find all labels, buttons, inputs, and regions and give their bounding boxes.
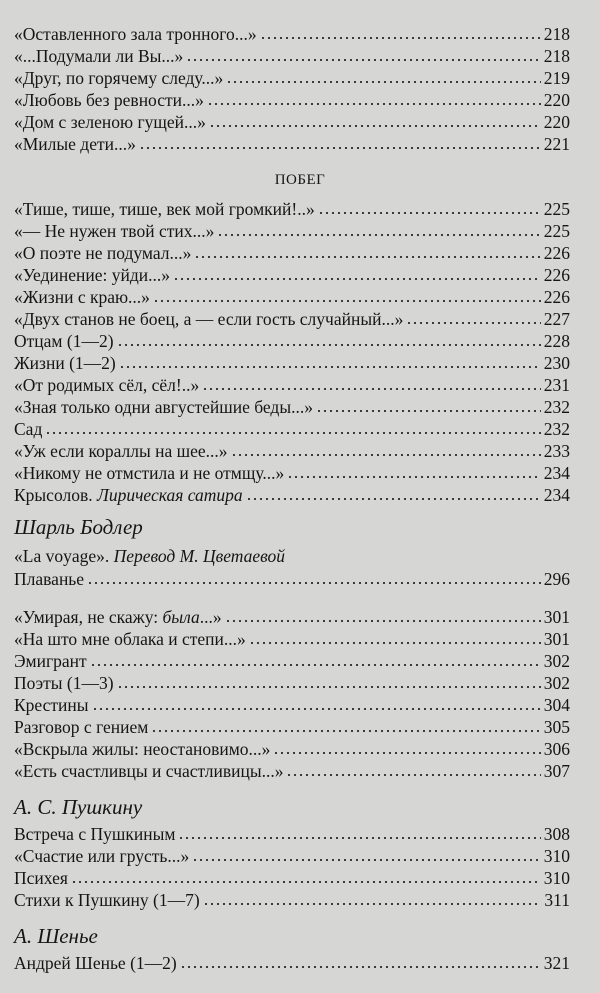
entry-title: «Жизни с краю...» — [14, 287, 150, 307]
leader-dots — [231, 453, 541, 457]
entry-title: Отцам (1—2) — [14, 331, 114, 351]
entry-title: «Тише, тише, тише, век мой громкий!..» — [14, 199, 315, 219]
leader-dots — [217, 233, 540, 237]
leader-dots — [260, 36, 541, 40]
toc-entry — [14, 867, 570, 889]
entry-page: 302 — [543, 651, 570, 671]
entry-page: 226 — [543, 265, 570, 285]
leader-dots — [153, 299, 541, 303]
entry-page: 226 — [543, 243, 570, 263]
leader-dots — [209, 124, 541, 128]
entry-title: «От родимых сёл, сёл!..» — [14, 375, 200, 395]
leader-dots — [406, 321, 540, 325]
leader-dots — [173, 277, 541, 281]
toc-entry — [14, 760, 570, 782]
entry-title: «Дом с зеленою гущей...» — [14, 112, 206, 132]
entry-page: 304 — [543, 695, 570, 715]
entry-page: 218 — [543, 46, 570, 66]
entry-title-end: ...» — [199, 607, 222, 627]
toc-entry — [14, 330, 570, 352]
entry-title: «...Подумали ли Вы...» — [14, 46, 184, 66]
toc-entry-krysolov — [14, 484, 570, 506]
toc-entry — [14, 220, 570, 242]
toc-entry — [14, 242, 570, 264]
entry-title: Жизни (1—2) — [14, 353, 116, 373]
leader-dots — [192, 858, 541, 862]
leader-dots — [287, 475, 541, 479]
entry-page: 302 — [543, 673, 570, 693]
section-heading-pushkin: А. С. Пушкину — [14, 795, 143, 819]
entry-title: «Любовь без ревности...» — [14, 90, 204, 110]
entry-page: 230 — [543, 353, 570, 373]
toc-entry — [14, 396, 570, 418]
leader-dots — [87, 581, 541, 585]
leader-dots — [178, 836, 540, 840]
entry-title: «Оставленного зала тронного...» — [14, 24, 257, 44]
entry-page: 225 — [543, 199, 570, 219]
leader-dots — [180, 965, 541, 969]
leader-dots — [286, 773, 540, 777]
section-heading-baudelaire: Шарль Бодлер — [14, 515, 143, 539]
entry-title: Разговор с гением — [14, 717, 149, 737]
toc-entry — [14, 845, 570, 867]
leader-dots — [203, 902, 542, 906]
entry-page: 221 — [543, 134, 570, 154]
toc-entry — [14, 440, 570, 462]
entry-title: «Умирая, не скажу: — [14, 607, 163, 627]
leader-dots — [151, 729, 540, 733]
leader-dots — [273, 751, 540, 755]
toc-entry — [14, 67, 570, 89]
leader-dots — [226, 80, 540, 84]
entry-page: 301 — [543, 607, 570, 627]
leader-dots — [194, 255, 540, 259]
leader-dots — [45, 431, 540, 435]
entry-title: Крестины — [14, 695, 89, 715]
leader-dots — [249, 641, 541, 645]
leader-dots — [186, 58, 540, 62]
toc-entry — [14, 111, 570, 133]
entry-title: «Зная только одни августейшие беды...» — [14, 397, 313, 417]
section-heading-chenier: А. Шенье — [14, 924, 98, 948]
entry-title: «— Не нужен твой стих...» — [14, 221, 215, 241]
entry-title: Андрей Шенье (1—2) — [14, 953, 177, 973]
toc-entry — [14, 952, 570, 974]
entry-page: 218 — [543, 24, 570, 44]
entry-subtitle: Перевод М. Цветаевой — [113, 546, 285, 566]
entry-page: 307 — [543, 761, 570, 781]
entry-page: 321 — [543, 953, 570, 973]
entry-title: «На што мне облака и степи...» — [14, 629, 246, 649]
leader-dots — [119, 365, 541, 369]
leader-dots — [139, 146, 541, 150]
leader-dots — [225, 619, 541, 623]
toc-entry — [14, 198, 570, 220]
toc-entry — [14, 23, 570, 45]
toc-entry — [14, 374, 570, 396]
entry-title: «Милые дети...» — [14, 134, 136, 154]
toc-entry — [14, 738, 570, 760]
toc-entry-voyage — [14, 545, 570, 567]
entry-page: 220 — [543, 90, 570, 110]
entry-title: Встреча с Пушкиным — [14, 824, 176, 844]
entry-title: Крысолов. — [14, 485, 93, 505]
entry-page: 234 — [543, 485, 570, 505]
entry-page: 220 — [543, 112, 570, 132]
entry-title: «Друг, по горячему следу...» — [14, 68, 224, 88]
entry-page: 311 — [544, 890, 570, 910]
entry-page: 228 — [543, 331, 570, 351]
entry-page: 310 — [543, 846, 570, 866]
entry-page: 308 — [543, 824, 570, 844]
toc-entry — [14, 694, 570, 716]
entry-title: Стихи к Пушкину (1—7) — [14, 890, 200, 910]
entry-page: 301 — [543, 629, 570, 649]
entry-title-italic: была — [162, 607, 200, 627]
entry-title: Плаванье — [14, 569, 85, 589]
toc-entry — [14, 889, 570, 911]
entry-page: 225 — [543, 221, 570, 241]
entry-title: «О поэте не подумал...» — [14, 243, 192, 263]
toc-entry — [14, 264, 570, 286]
toc-entry — [14, 418, 570, 440]
toc-entry — [14, 672, 570, 694]
entry-page: 232 — [543, 397, 570, 417]
leader-dots — [316, 409, 541, 413]
toc-entry — [14, 606, 570, 628]
entry-title: Эмигрант — [14, 651, 87, 671]
toc-entry — [14, 45, 570, 67]
leader-dots — [246, 497, 541, 501]
entry-title: «Уж если кораллы на шее...» — [14, 441, 228, 461]
leader-dots — [318, 211, 541, 215]
toc-entry — [14, 823, 570, 845]
entry-page: 219 — [543, 68, 570, 88]
toc-entry — [14, 286, 570, 308]
toc-entry — [14, 133, 570, 155]
leader-dots — [90, 663, 541, 667]
entry-subtitle: Лирическая сатира — [96, 485, 243, 505]
entry-title: «Счастие или грусть...» — [14, 846, 190, 866]
leader-dots — [71, 880, 541, 884]
entry-title: «Есть счастливцы и счастливицы...» — [14, 761, 284, 781]
entry-title: Поэты (1—3) — [14, 673, 114, 693]
toc-entry — [14, 352, 570, 374]
entry-page: 305 — [543, 717, 570, 737]
entry-page: 226 — [543, 287, 570, 307]
toc-entry — [14, 568, 570, 590]
entry-title: Сад — [14, 419, 43, 439]
entry-page: 227 — [543, 309, 570, 329]
toc-entry — [14, 716, 570, 738]
entry-page: 233 — [543, 441, 570, 461]
entry-page: 306 — [543, 739, 570, 759]
entry-page: 234 — [543, 463, 570, 483]
entry-title: Психея — [14, 868, 68, 888]
section-heading-pobeg: ПОБЕГ — [274, 172, 326, 188]
entry-title: «Двух станов не боец, а — если гость случайный...» — [14, 309, 404, 329]
entry-title: «Никому не отмстила и не отмщу...» — [14, 463, 285, 483]
toc-entry — [14, 650, 570, 672]
toc-entry — [14, 89, 570, 111]
entry-page: 231 — [543, 375, 570, 395]
entry-page: 232 — [543, 419, 570, 439]
entry-title: «Уединение: уйди...» — [14, 265, 170, 285]
toc-entry — [14, 628, 570, 650]
leader-dots — [92, 707, 541, 711]
leader-dots — [117, 343, 541, 347]
entry-page: 296 — [543, 569, 570, 589]
toc-entry — [14, 308, 570, 330]
entry-title: «Вскрыла жилы: неостановимо...» — [14, 739, 271, 759]
leader-dots — [207, 102, 541, 106]
entry-page: 310 — [543, 868, 570, 888]
entry-title: «La voyage». — [14, 546, 110, 566]
leader-dots — [202, 387, 541, 391]
toc-entry — [14, 462, 570, 484]
leader-dots — [117, 685, 541, 689]
